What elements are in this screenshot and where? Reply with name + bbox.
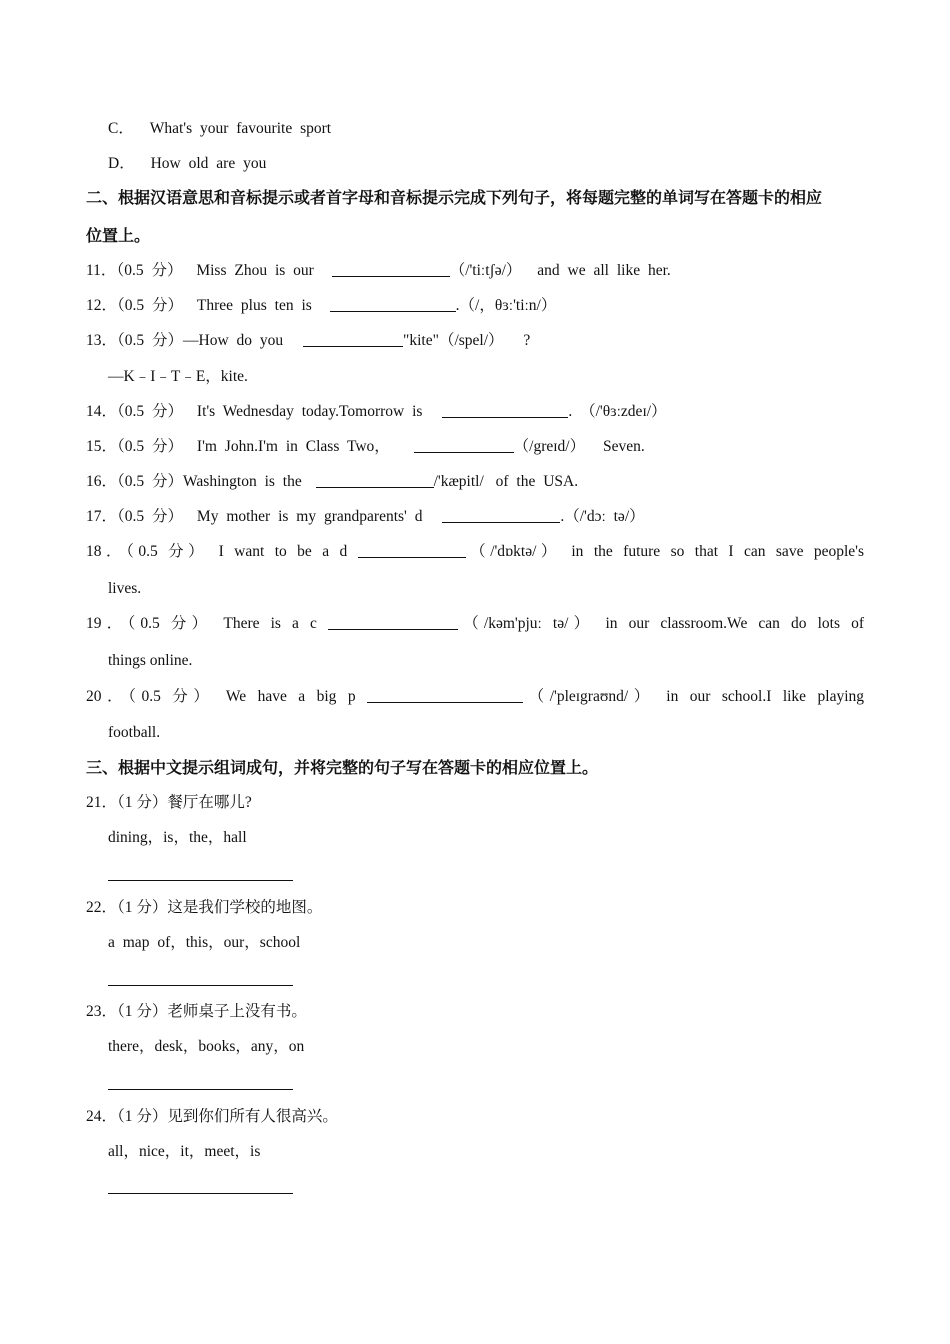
word-hints: dining，is，the，hall [108,829,247,846]
answer-line[interactable] [108,1089,293,1090]
question-score: （0.5 分） [117,297,184,314]
question-score: （0.5 分） [127,615,213,632]
phonetic-hint: （/greɪd/） [513,438,586,455]
option-text: How old are you [150,155,267,172]
question-text: ? [523,332,531,349]
answer-blank[interactable] [328,613,458,630]
phonetic-hint: .（/'dɔː tə/） [560,508,645,525]
question-text: We have a big p [225,688,356,705]
answer-blank[interactable] [442,401,568,418]
answer-blank[interactable] [316,471,434,488]
answer-line[interactable] [108,880,293,881]
phonetic-hint: （/spel/） [438,332,504,349]
option-c [108,118,950,140]
option-letter: D． [108,155,135,172]
question-13-reply: —K﹣I﹣T﹣E，kite. [108,368,248,385]
answer-line[interactable] [108,1193,293,1194]
answer-blank[interactable] [414,436,514,453]
question-text: and we all like her. [537,262,671,279]
question-score: （0.5 分） [116,262,183,279]
chinese-prompt: 餐厅在哪儿? [167,794,252,811]
option-letter: C． [108,120,134,137]
phonetic-hint: （/'dɒktə/） [465,543,561,560]
phonetic-hint: （/kəm'pjuː tə/） [458,615,595,632]
question-text: in the future so that I can save people's [571,543,864,560]
question-20-cont: football. [108,724,161,741]
question-text: There is a c [223,615,317,632]
question-text: My mother is my grandparents' d [196,508,423,525]
question-number: 14． [86,403,118,420]
question-score: （1 分） [117,1108,168,1125]
phonetic-hint: .（/，θɜː'tiːn/） [455,297,557,314]
option-d [108,153,950,175]
question-text: Three plus ten is [196,297,312,314]
phonetic-hint: （/'pleɪgraʊnd/） [523,688,655,705]
question-text: of the USA. [495,473,579,490]
question-19-cont: things online. [108,652,193,669]
question-text: "kite" [403,332,439,349]
chinese-prompt: 这是我们学校的地图。 [167,899,323,916]
question-score: （0.5 分） [117,332,184,349]
question-text: It's Wednesday today.Tomorrow is [196,403,423,420]
chinese-prompt: 老师桌子上没有书。 [167,1003,307,1020]
word-hints: there，desk，books，any，on [108,1038,305,1055]
question-18-cont: lives. [108,580,142,597]
chinese-prompt: 见到你们所有人很高兴。 [167,1108,338,1125]
section-2-heading: 二、根据汉语意思和音标提示或者首字母和音标提示完成下列句子，将每题完整的单词写在答题卡的相应 [86,190,823,207]
answer-blank[interactable] [332,260,450,277]
question-text: Washington is the [183,473,302,490]
question-text: —How do you [183,332,284,349]
question-number: 23． [86,1003,118,1020]
question-text: Seven. [603,438,645,455]
question-text: in our classroom.We can do lots of [605,615,864,632]
question-text: I'm John.I'm in Class Two， [196,438,390,455]
question-number: 22． [86,899,118,916]
word-hints: a map of，this，our，school [108,934,301,951]
option-text: What's your favourite sport [149,120,332,137]
answer-line[interactable] [108,985,293,986]
question-text: in our school.I like playing [666,688,865,705]
question-number: 11． [86,262,117,279]
answer-blank[interactable] [303,330,403,347]
answer-blank[interactable] [367,686,523,703]
question-score: （1 分） [117,794,168,811]
question-number: 15． [86,438,118,455]
word-hints: all，nice，it，meet，is [108,1143,261,1160]
phonetic-hint: . （/'θɜːzdeɪ/） [568,403,667,420]
answer-blank[interactable] [330,295,456,312]
phonetic-hint: /'kæpitl/ [433,473,484,490]
question-score: （1 分） [117,1003,168,1020]
question-text: I want to be a d [218,543,348,560]
question-score: （0.5 分） [117,403,184,420]
question-score: （0.5 分） [117,473,184,490]
question-number: 21． [86,794,118,811]
question-score: （1 分） [117,899,168,916]
question-number: 13． [86,332,118,349]
section-2-heading-cont: 位置上。 [86,228,151,245]
question-number: 12． [86,297,118,314]
question-number: 24． [86,1108,118,1125]
question-text: Miss Zhou is our [196,262,314,279]
question-score: （0.5 分） [128,688,215,705]
question-number: 19． [86,615,128,632]
question-number: 20． [86,688,129,705]
answer-blank[interactable] [442,506,560,523]
question-number: 17． [86,508,118,525]
question-number: 18． [86,543,127,560]
section-3-heading: 三、根据中文提示组词成句，并将完整的句子写在答题卡的相应位置上。 [86,760,599,777]
phonetic-hint: （/'tiːtʃə/） [449,262,522,279]
question-score: （0.5 分） [117,438,184,455]
question-number: 16． [86,473,118,490]
question-score: （0.5 分） [117,508,184,525]
question-score: （0.5 分） [126,543,209,560]
answer-blank[interactable] [358,541,466,558]
